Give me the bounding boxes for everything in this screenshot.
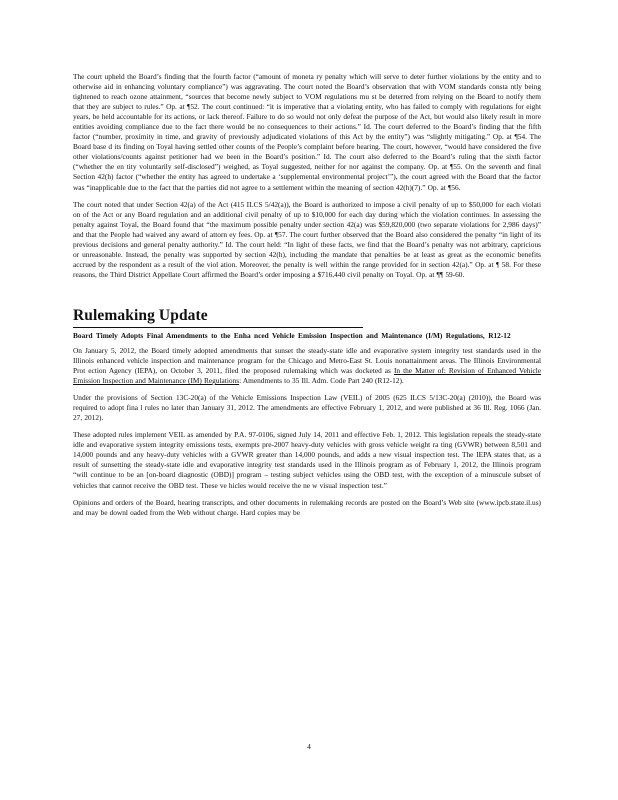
paragraph-rulemaking-adoption (73, 346, 541, 386)
paragraph-text: : Amendments to 35 Ill. Adm. Code Part 240 (R12-12). (239, 376, 404, 386)
document-page (73, 72, 541, 525)
rulemaking-item-title: Board Timely Adopts Final Amendments to the Enha nced Vehicle Emission Inspection and Maintenance (I/M) Regulations, R12-12 (73, 330, 511, 340)
page-number: 4 (307, 742, 311, 751)
paragraph-rulemaking-deadline: Under the provisions of Section 13C-20(a) of the Vehicle Emissions Inspection Law (VEIL) of 2005 (625 ILCS 5/13C-20(a) (2010)), the Board was required to adopt fina l rules no later than January 31, 2012. The amendments are effective February 1, 2012, and were published at 36 Ill. Reg. 1066 (Jan. 27, 2012). (73, 393, 541, 423)
paragraph-penalty-factors: The court upheld the Board’s finding that the fourth factor (“amount of moneta ry penalty which will serve to deter further violations by the entity and to otherwise aid in enhancing voluntary compliance”) was aggravating. The court noted the Board’s observation that with VOM standards consta ntly being tightened to reach ozone attainment, “sources that become newly subject to VOM regulations mu st be deterred from relying on the Board to notify them that they are subject to rules.” Op. at ¶52. The court continued: “it is imperative that a violating entity, who has failed to comply with regulations for eight years, be held accountable for its actions, or lack thereof. Failure to do so would not only defeat the purpose of the Act, but would also likely result in more entities avoiding compliance due to the fact there would be no consequences to their actions.” Id. The court deferred to the Board’s finding that the fifth factor (“number, proximity in time, and gravity of previously adjudicated violations of this Act by the entity”) was “slightly mitigating.” Op. at ¶54. The Board base d its finding on Toyal having settled other counts of the People’s complaint before hearing. The court, however, “would have considered the five other violations/counts against petitioner had we been in the Board’s position.” Id. The court also deferred to the Board’s ruling that the sixth factor (“whether the en tity voluntarily self-disclosed”) weighed, as Toyal suggested, neither for nor against the company. Op. at ¶55. On the seventh and final Section 42(h) factor (“whether the entity has agreed to undertake a ‘supplemental environmental project’”), the court agreed with the Board that the factor was “inapplicable due to the fact that the parties did not agree to a settlement within the meaning of section 42(h)(7).” Op. at ¶56. (73, 72, 541, 192)
section-spacer (73, 287, 541, 307)
paragraph-penalty-holding: The court noted that under Section 42(a) of the Act (415 ILCS 5/42(a)), the Board is authorized to impose a civil penalty of up to $50,000 for each violati on of the Act or any Board regulation and an additional civil penalty of up to $10,000 for each day during which the violation continues. In assessing the penalty against Toyal, the Board found that “the maximum possible penalty under section 42(a) was $59,820,000 (two separate violations for 2,986 days)” and that the People had waived any award of attorn ey fees. Op. at ¶57. The court further observed that the Board also considered the penalty “in light of its previous decisions and general penalty authority.” Id. The court held: “In light of these facts, we find that the Board’s penalty was not arbitrary, capricious or unreasonable. Instead, the penalty was supported by section 42(h), including the mandate that penalties be at least as great as the economic benefits accrued by the respondent as a result of the viol ation. Moreover, the penalty is well within the range provided for in section 42(a).” Op. at ¶ 58. For these reasons, the Third District Appellate Court affirmed the Board’s order imposing a $716,440 civil penalty on Toyal. Op. at ¶¶ 59-60. (73, 199, 541, 279)
docket-caption: In the Matter of: Revision of Enhanced Vehicle Emission Inspection and Maintenance (IM) Regulations (73, 366, 541, 386)
section-heading: Rulemaking Update (73, 307, 363, 328)
paragraph-text: On January 5, 2012, the Board timely adopted amendments that sunset the steady-state idle and evaporative system integrity test standards used in the Illinois enhanced vehicle inspection and maintenance program for the Chicago and Metro-East St. Louis nonattainment areas. The Illinois Environmental Prot ection Agency (IEPA), on October 3, 2011, filed the proposed rulemaking which was docketed as (73, 345, 541, 376)
paragraph-rulemaking-documents: Opinions and orders of the Board, hearing transcripts, and other documents in rulemaking records are posted on the Board’s Web site (www.ipcb.state.il.us) and may be downl oaded from the Web without charge. Hard copies may be (73, 497, 541, 517)
paragraph-rulemaking-legislation: These adopted rules implement VEIL as amended by P.A. 97-0106, signed July 14, 2011 and effective Feb. 1, 2012. This legislation repeals the steady-state idle and evaporative system integrity emissions tests, exempts pre-2007 heavy-duty vehicles with gross vehicle weight ra ting (GVWR) between 8,501 and 14,000 pounds and any heavy-duty vehicles with a GVWR greater than 14,000 pounds, and adds a new visual inspection test. The IEPA states that, as a result of sunsetting the steady-state idle and evaporative integrity test standards used in the Illinois program as of February 1, 2012, the Illinois program “will continue to be an [on-board diagnostic (OBD)] program – testing subject vehicles using the OBD test, with the exception of a minuscule subset of vehicles that cannot receive the OBD test. These ve hicles would receive the ne w visual inspection test.” (73, 430, 541, 490)
